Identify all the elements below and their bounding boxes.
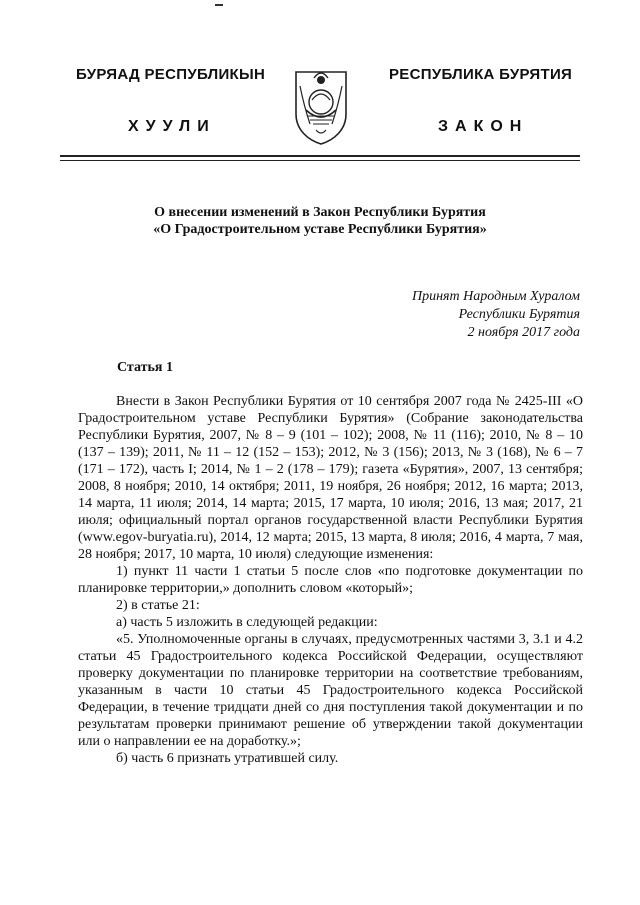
article-title: Статья 1: [117, 360, 173, 375]
header-right-line1: РЕСПУБЛИКА БУРЯТИЯ: [389, 66, 573, 83]
law-title-line1: О внесении изменений в Закон Республики Бурятия: [154, 205, 486, 220]
header-left-line2: ХУУЛИ: [128, 118, 216, 135]
article-paragraph: Внести в Закон Республики Бурятия от 10 сентября 2007 года № 2425-III «О Градостроительном уставе Республики Бурятия» (Собрание законодательства Республики Бурятия, 2007, № 8 – 9 (101 – 102); 2008, № 11 (116); 2010, № 8 – 10 (137 – 139); 2011, № 11 – 12 (152 – 153); 2012, № 3 (156); 2013, № 3 (168), № 6 – 7 (171 – 172), часть I; 2014, № 1 – 2 (178 – 179); газета «Бурятия», 2007, 13 сентября; 2008, 8 ноября; 2010, 14 октября; 2011, 19 ноября, 26 ноября; 2012, 16 марта; 2013, 14 марта, 11 июля; 2014, 14 марта; 2015, 17 марта, 10 июля; 2016, 13 мая; 2017, 21 июля; официальный портал органов государственной власти Республики Бурятия (www.egov-buryatia.ru), 2014, 12 марта; 2015, 13 марта, 8 июля; 2016, 4 марта, 7 мая, 28 ноября; 2017, 10 марта, 10 июля) следующие изменения:: [78, 394, 583, 562]
adoption-line2: Республики Бурятия: [458, 307, 580, 322]
article-body: [78, 393, 583, 767]
article-paragraph: 1) пункт 11 части 1 статьи 5 после слов «по подготовке документации по планировке территории,» дополнить словом «который»;: [78, 564, 583, 596]
article-paragraph: «5. Уполномоченные органы в случаях, предусмотренных частями 3, 3.1 и 4.2 статьи 45 Градостроительного кодекса Российской Федерации, осуществляют проверку документации по планировке территории на соответствие требованиям, указанным в части 10 статьи 45 Градостроительного кодекса Российской Федерации, в течение тридцати дней со дня поступления такой документации и по результатам проверки принимают решение об утверждении такой документации или о направлении ее на доработку.»;: [78, 632, 583, 749]
header-divider-thin: [60, 160, 580, 161]
coat-of-arms-icon: [292, 66, 350, 146]
article-paragraph: б) часть 6 признать утратившей силу.: [116, 751, 339, 766]
header-right-line2: ЗАКОН: [438, 118, 529, 135]
article-paragraph: 2) в статье 21:: [116, 598, 200, 613]
article-paragraph: а) часть 5 изложить в следующей редакции:: [116, 615, 378, 630]
header-divider: [60, 155, 580, 157]
adoption-note: [412, 288, 580, 342]
adoption-line1: Принят Народным Хуралом: [411, 289, 580, 304]
law-title: [60, 204, 580, 238]
adoption-date: 2 ноября 2017 года: [467, 325, 580, 340]
law-title-line2: «О Градостроительном уставе Республики Бурятия»: [153, 222, 487, 237]
scan-mark: [215, 4, 223, 6]
header-left-line1: БУРЯАД РЕСПУБЛИКЫН: [76, 66, 266, 83]
